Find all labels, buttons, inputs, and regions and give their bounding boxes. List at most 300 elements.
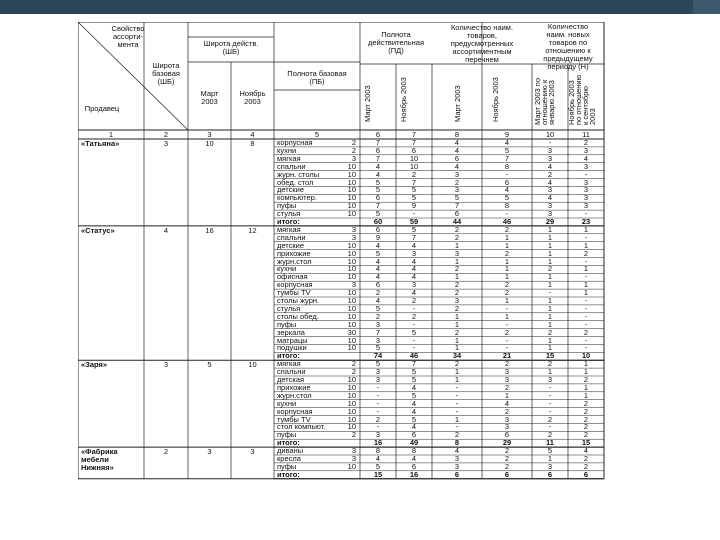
value-cell: 4 <box>411 264 417 274</box>
product-name: тумбы TV <box>277 288 311 298</box>
product-base-qty: 3 <box>351 280 356 290</box>
value-cell: - <box>548 288 552 298</box>
value-cell: 4 <box>547 161 553 171</box>
value-cell: 1 <box>583 240 589 250</box>
value-cell: - <box>505 209 509 219</box>
value-cell: 2 <box>504 406 510 416</box>
header-actual-completeness <box>360 31 432 55</box>
subheader-pd-march: Март 2003 <box>363 85 372 122</box>
value-cell: 2 <box>504 280 510 290</box>
value-cell: 4 <box>411 288 417 298</box>
total-value: 29 <box>545 217 555 226</box>
value-cell: 3 <box>411 248 417 258</box>
header-line: предусмотренных <box>450 39 514 48</box>
value-cell: 7 <box>375 201 381 211</box>
value-cell: 1 <box>583 390 589 400</box>
product-name: зеркала <box>277 327 305 337</box>
value-cell: 2 <box>454 264 460 274</box>
value-cell: 4 <box>411 454 417 463</box>
value-cell: 3 <box>583 201 589 211</box>
value-cell: 6 <box>411 461 417 471</box>
product-name: стулья <box>277 209 301 219</box>
product-base-qty: 2 <box>351 145 356 155</box>
value-cell: 1 <box>583 288 589 298</box>
product-name: детские <box>277 240 305 250</box>
value-cell: 1 <box>454 335 460 345</box>
value-cell: 7 <box>504 153 510 163</box>
value-cell: - <box>584 303 588 313</box>
value-cell: 5 <box>375 343 381 353</box>
value-cell: 1 <box>504 256 510 266</box>
product-base-qty: 10 <box>347 414 356 424</box>
value-cell: 3 <box>504 414 510 424</box>
value-cell: 4 <box>375 272 381 282</box>
value-cell: - <box>455 422 459 432</box>
value-cell: - <box>584 296 588 305</box>
product-name: офисная <box>277 272 308 282</box>
value-cell: - <box>584 209 588 219</box>
total-value: 6 <box>454 469 460 479</box>
header-line: отношению к <box>545 46 591 55</box>
value-cell: 3 <box>504 422 510 432</box>
value-cell: 2 <box>583 422 589 432</box>
product-name: журн. столы <box>277 169 320 179</box>
product-base-qty: 2 <box>351 430 356 440</box>
value-cell: 2 <box>411 311 417 321</box>
value-cell: 2 <box>454 288 460 298</box>
value-cell: 3 <box>547 185 553 195</box>
value-cell: - <box>505 335 509 345</box>
header-line: (ПД) <box>388 46 404 55</box>
product-base-qty: 3 <box>351 224 356 234</box>
value-cell: 2 <box>583 375 589 384</box>
total-value: 8 <box>454 438 460 448</box>
product-name: кухни <box>277 398 297 408</box>
value-cell: 5 <box>375 209 381 219</box>
value-cell: 2 <box>583 327 589 337</box>
value-cell: 1 <box>547 248 553 258</box>
value-cell: 2 <box>583 138 589 147</box>
value-cell: 2 <box>547 169 553 179</box>
value-cell: 1 <box>547 335 553 345</box>
value-cell: 6 <box>411 430 417 440</box>
value-cell: 4 <box>411 256 417 266</box>
slide-top-bar <box>0 0 720 14</box>
value-cell: 2 <box>504 382 510 392</box>
value-cell: 4 <box>411 422 417 432</box>
header-line: (ШБ) <box>157 77 175 86</box>
value-cell: - <box>548 406 552 416</box>
value-cell: 2 <box>411 169 417 179</box>
value-cell: 10 <box>409 161 419 171</box>
header-line: по отношению <box>574 74 583 125</box>
total-value: 34 <box>452 351 462 361</box>
product-name: диваны <box>277 446 304 456</box>
width-march-value: 3 <box>207 447 212 457</box>
total-value: 29 <box>502 438 512 448</box>
product-name: мягкая <box>277 359 301 369</box>
product-name: прихожие <box>277 248 311 258</box>
value-cell: 2 <box>504 288 510 298</box>
value-cell: 2 <box>454 303 460 313</box>
subheader-pd-november: Ноябрь 2003 <box>399 77 408 122</box>
product-base-qty: 10 <box>347 296 356 305</box>
header-line: наим. новых <box>546 30 590 39</box>
value-cell: 1 <box>454 240 460 250</box>
product-name: корпусная <box>277 406 313 416</box>
header-line: Свойство <box>111 24 145 33</box>
product-base-qty: 3 <box>351 153 356 163</box>
product-base-qty: 10 <box>347 177 356 187</box>
value-cell: 1 <box>547 232 553 242</box>
product-name: спальни <box>277 161 306 171</box>
value-cell: 4 <box>411 398 417 408</box>
total-value: 44 <box>452 217 462 226</box>
value-cell: 3 <box>547 145 553 155</box>
product-name: детские <box>277 185 305 195</box>
value-cell: 6 <box>454 209 460 219</box>
product-base-qty: 10 <box>347 272 356 282</box>
value-cell: 5 <box>375 461 381 471</box>
base-width-value: 4 <box>163 225 169 235</box>
header-line: Полнота <box>381 30 411 39</box>
subheader-new-march <box>534 78 555 125</box>
product-name: пуфы <box>277 319 297 329</box>
value-cell: 6 <box>411 145 417 155</box>
product-base-qty: 3 <box>351 446 356 456</box>
value-cell: 1 <box>547 256 553 266</box>
header-line: январю 2003 <box>547 80 556 125</box>
product-base-qty: 3 <box>351 232 356 242</box>
product-name: пуфы <box>277 201 297 211</box>
value-cell: 2 <box>454 177 460 187</box>
value-cell: 5 <box>411 193 417 203</box>
value-cell: 3 <box>411 280 417 290</box>
value-cell: - <box>505 319 509 329</box>
value-cell: 3 <box>375 375 381 384</box>
value-cell: 1 <box>547 296 553 305</box>
product-name: подушки <box>277 343 307 353</box>
total-value: 23 <box>581 217 591 226</box>
value-cell: - <box>584 169 588 179</box>
product-name: компьютер. <box>277 193 317 203</box>
value-cell: 4 <box>547 177 553 187</box>
value-cell: 4 <box>547 193 553 203</box>
product-base-qty: 10 <box>347 382 356 392</box>
header-line: Ноябрь 2003 <box>567 80 576 125</box>
value-cell: 2 <box>583 430 589 440</box>
product-base-qty: 10 <box>347 264 356 274</box>
value-cell: - <box>505 303 509 313</box>
width-november-value: 3 <box>250 447 255 457</box>
product-base-qty: 10 <box>347 390 356 400</box>
total-value: 46 <box>409 351 419 361</box>
value-cell: - <box>584 319 588 329</box>
value-cell: 2 <box>504 327 510 337</box>
value-cell: 1 <box>547 280 553 290</box>
value-cell: 1 <box>454 256 460 266</box>
total-value: 21 <box>502 351 512 361</box>
value-cell: 4 <box>583 153 589 163</box>
width-march-value: 10 <box>205 139 214 148</box>
product-name: журн.стол <box>277 256 312 266</box>
product-base-qty: 10 <box>347 398 356 408</box>
value-cell: 6 <box>375 193 381 203</box>
product-base-qty: 10 <box>347 335 356 345</box>
value-cell: 1 <box>454 319 460 329</box>
value-cell: 10 <box>409 153 419 163</box>
product-base-qty: 10 <box>347 422 356 432</box>
value-cell: 5 <box>411 185 417 195</box>
value-cell: 5 <box>504 145 510 155</box>
value-cell: 7 <box>411 359 417 369</box>
value-cell: 2 <box>583 406 589 416</box>
product-name: спальни <box>277 232 306 242</box>
total-value: 6 <box>547 469 553 479</box>
product-name: кухни <box>277 145 297 155</box>
value-cell: 5 <box>411 327 417 337</box>
product-name: тумбы TV <box>277 414 311 424</box>
value-cell: 3 <box>375 335 381 345</box>
value-cell: 4 <box>411 382 417 392</box>
value-cell: 3 <box>454 185 460 195</box>
product-base-qty: 10 <box>347 240 356 250</box>
total-value: 49 <box>409 438 419 448</box>
header-line: перечнем <box>465 55 499 64</box>
product-name: прихожие <box>277 382 311 392</box>
value-cell: 1 <box>583 280 589 290</box>
total-label: итого: <box>277 438 300 448</box>
value-cell: 3 <box>583 185 589 195</box>
width-november-value: 10 <box>248 360 257 370</box>
base-width-value: 3 <box>163 139 169 148</box>
product-name: пуфы <box>277 430 297 440</box>
product-base-qty: 10 <box>347 169 356 179</box>
value-cell: 4 <box>504 398 510 408</box>
seller-name: «Заря» <box>81 360 108 370</box>
value-cell: 4 <box>411 240 417 250</box>
value-cell: 2 <box>504 248 510 258</box>
assortment-table <box>78 22 611 507</box>
value-cell: - <box>548 382 552 392</box>
value-cell: 2 <box>454 280 460 290</box>
total-label: итого: <box>277 469 300 479</box>
seller-name: «Фабрика <box>81 447 118 457</box>
product-base-qty: 10 <box>347 209 356 219</box>
value-cell: 3 <box>375 367 381 377</box>
total-value: 6 <box>504 469 510 479</box>
width-march-value: 16 <box>205 225 214 235</box>
value-cell: 6 <box>454 153 460 163</box>
value-cell: - <box>584 311 588 321</box>
product-name: стол компьют. <box>277 422 326 432</box>
product-name: корпусная <box>277 138 313 147</box>
header-line: Количество наим. <box>450 23 514 32</box>
value-cell: 8 <box>375 446 381 456</box>
total-label: итого: <box>277 217 300 226</box>
header-line: Март 2003 по <box>533 77 542 125</box>
value-cell: 1 <box>547 343 553 353</box>
product-base-qty: 30 <box>347 327 356 337</box>
header-line: базовая <box>152 69 180 78</box>
value-cell: 4 <box>375 161 381 171</box>
value-cell: 2 <box>583 454 589 463</box>
product-base-qty: 10 <box>347 256 356 266</box>
product-base-qty: 10 <box>347 375 356 384</box>
value-cell: 1 <box>547 454 553 463</box>
product-name: спальни <box>277 367 306 377</box>
value-cell: 1 <box>547 240 553 250</box>
value-cell: - <box>455 390 459 400</box>
value-cell: 3 <box>375 430 381 440</box>
value-cell: 4 <box>454 138 460 147</box>
value-cell: 1 <box>504 311 510 321</box>
value-cell: 3 <box>454 454 460 463</box>
header-line: Март <box>200 89 219 98</box>
column-number: 11 <box>582 130 590 139</box>
value-cell: 1 <box>547 224 553 234</box>
value-cell: 6 <box>375 280 381 290</box>
total-value: 74 <box>373 351 383 361</box>
product-name: столы журн. <box>277 296 320 305</box>
column-number: 10 <box>545 130 555 139</box>
column-number: 3 <box>207 130 212 139</box>
product-base-qty: 10 <box>347 248 356 258</box>
header-line: периоду (Н) <box>547 62 589 71</box>
value-cell: 5 <box>375 303 381 313</box>
header-line: Ноябрь <box>239 89 266 98</box>
value-cell: 7 <box>411 177 417 187</box>
value-cell: 4 <box>504 185 510 195</box>
width-november-value: 12 <box>248 225 257 235</box>
value-cell: 2 <box>375 311 381 321</box>
value-cell: 3 <box>454 296 460 305</box>
value-cell: 8 <box>411 446 417 456</box>
header-line: Широта <box>152 61 180 70</box>
value-cell: 1 <box>547 319 553 329</box>
value-cell: 7 <box>411 232 417 242</box>
column-number: 1 <box>108 130 114 139</box>
product-name: кухни <box>277 264 297 274</box>
value-cell: 1 <box>547 303 553 313</box>
header-line: к сентябрю <box>581 85 590 125</box>
value-cell: - <box>376 422 380 432</box>
total-value: 46 <box>502 217 512 226</box>
value-cell: 2 <box>375 288 381 298</box>
value-cell: 4 <box>375 264 381 274</box>
value-cell: 2 <box>583 414 589 424</box>
value-cell: 1 <box>504 232 510 242</box>
product-base-qty: 10 <box>347 406 356 416</box>
value-cell: - <box>505 343 509 353</box>
product-name: стулья <box>277 303 301 313</box>
value-cell: - <box>584 335 588 345</box>
value-cell: 4 <box>375 240 381 250</box>
total-value: 6 <box>583 469 589 479</box>
product-base-qty: 10 <box>347 161 356 171</box>
value-cell: 5 <box>504 193 510 203</box>
value-cell: 3 <box>583 145 589 155</box>
value-cell: 8 <box>504 161 510 171</box>
product-base-qty: 2 <box>351 367 356 377</box>
product-base-qty: 10 <box>347 311 356 321</box>
value-cell: 5 <box>411 375 417 384</box>
value-cell: - <box>584 256 588 266</box>
value-cell: 1 <box>547 367 553 377</box>
value-cell: 3 <box>454 169 460 179</box>
seller-name: Нижняя» <box>81 463 114 473</box>
value-cell: 3 <box>504 375 510 384</box>
header-line: ассортиментным <box>452 47 512 56</box>
value-cell: - <box>455 406 459 416</box>
product-base-qty: 10 <box>347 201 356 211</box>
product-name: матрацы <box>277 335 308 345</box>
value-cell: 7 <box>375 327 381 337</box>
value-cell: 1 <box>583 382 589 392</box>
value-cell: 5 <box>547 446 553 456</box>
value-cell: - <box>376 382 380 392</box>
value-cell: 2 <box>504 446 510 456</box>
value-cell: 6 <box>504 177 510 187</box>
product-base-qty: 10 <box>347 461 356 471</box>
product-name: мягкая <box>277 224 301 234</box>
total-value: 16 <box>409 469 419 479</box>
header-line: мента <box>117 40 139 49</box>
value-cell: 1 <box>454 272 460 282</box>
value-cell: 5 <box>375 177 381 187</box>
total-value: 15 <box>373 469 383 479</box>
header-line: (ШБ) <box>222 47 240 56</box>
value-cell: 3 <box>583 161 589 171</box>
header-seller: Продавец <box>84 104 120 113</box>
value-cell: 1 <box>454 414 460 424</box>
value-cell: 1 <box>583 367 589 377</box>
value-cell: 1 <box>547 311 553 321</box>
value-cell: 3 <box>547 375 553 384</box>
value-cell: 2 <box>547 430 553 440</box>
header-line: (ПБ) <box>309 77 325 86</box>
header-items-in-list <box>432 24 532 64</box>
header-line: 2003 <box>588 108 597 125</box>
value-cell: 1 <box>504 264 510 274</box>
value-cell: - <box>584 232 588 242</box>
value-cell: 5 <box>375 359 381 369</box>
total-value: 10 <box>581 351 591 361</box>
product-base-qty: 2 <box>351 138 356 147</box>
product-name: пуфы <box>277 461 297 471</box>
value-cell: 3 <box>583 177 589 187</box>
value-cell: 3 <box>547 209 553 219</box>
value-cell: - <box>455 382 459 392</box>
value-cell: 9 <box>411 201 417 211</box>
value-cell: 2 <box>454 232 460 242</box>
value-cell: 2 <box>504 359 510 369</box>
product-name: корпусная <box>277 280 313 290</box>
header-base-width <box>144 62 188 86</box>
value-cell: - <box>548 138 552 147</box>
value-cell: 1 <box>583 264 589 274</box>
header-actual-width <box>188 40 274 56</box>
value-cell: 3 <box>547 461 553 471</box>
value-cell: - <box>412 335 416 345</box>
column-number: 2 <box>163 130 169 139</box>
value-cell: 1 <box>547 272 553 282</box>
base-width-value: 2 <box>163 447 169 457</box>
value-cell: 3 <box>504 367 510 377</box>
column-number: 8 <box>454 130 460 139</box>
width-november-value: 8 <box>250 139 255 148</box>
value-cell: 3 <box>583 193 589 203</box>
